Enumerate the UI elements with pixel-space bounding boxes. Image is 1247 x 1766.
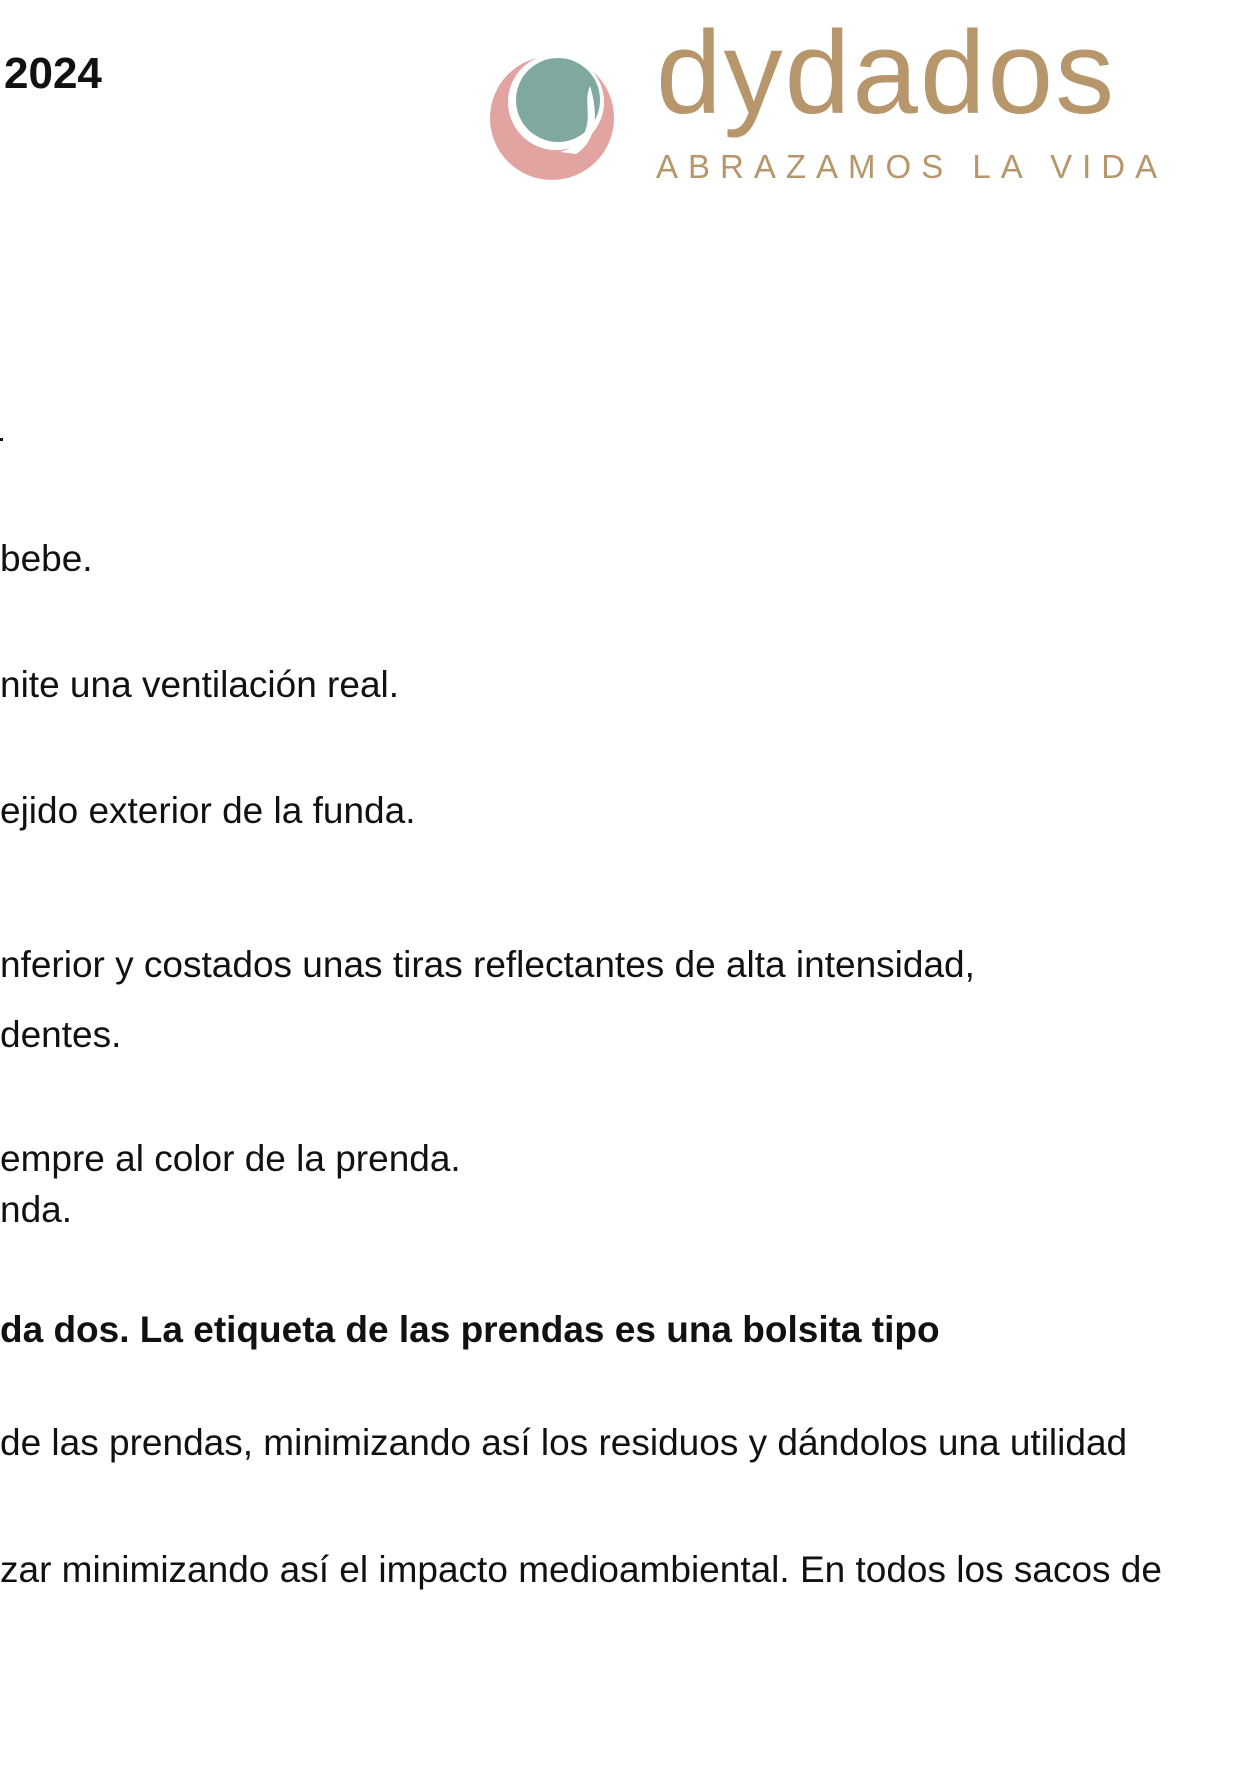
brand-logo [486, 7, 1168, 194]
body-line: dentes. [0, 1014, 122, 1055]
logo-tagline: ABRAZAMOS LA VIDA [656, 148, 1168, 185]
logo-mark-icon [486, 42, 626, 182]
body-line: da dos. La etiqueta de las prendas es una bolsita tipo [0, 1309, 940, 1350]
body-line: nda. [0, 1189, 73, 1230]
body-line: zar minimizando así el impacto medioambiental. En todos los sacos de [0, 1549, 1162, 1590]
document-year: 2024 [4, 49, 102, 98]
body-line: ejido exterior de la funda. [0, 790, 416, 831]
fragment-mark [0, 438, 3, 441]
body-line: bebe. [0, 538, 93, 579]
body-line: nite una ventilación real. [0, 664, 400, 705]
logo-wordmark: dydados [656, 7, 1117, 139]
body-line: de las prendas, minimizando así los residuos y dándolos una utilidad [0, 1422, 1128, 1463]
body-line: nferior y costados unas tiras reflectantes de alta intensidad, [0, 944, 975, 985]
body-line: empre al color de la prenda. [0, 1138, 461, 1179]
